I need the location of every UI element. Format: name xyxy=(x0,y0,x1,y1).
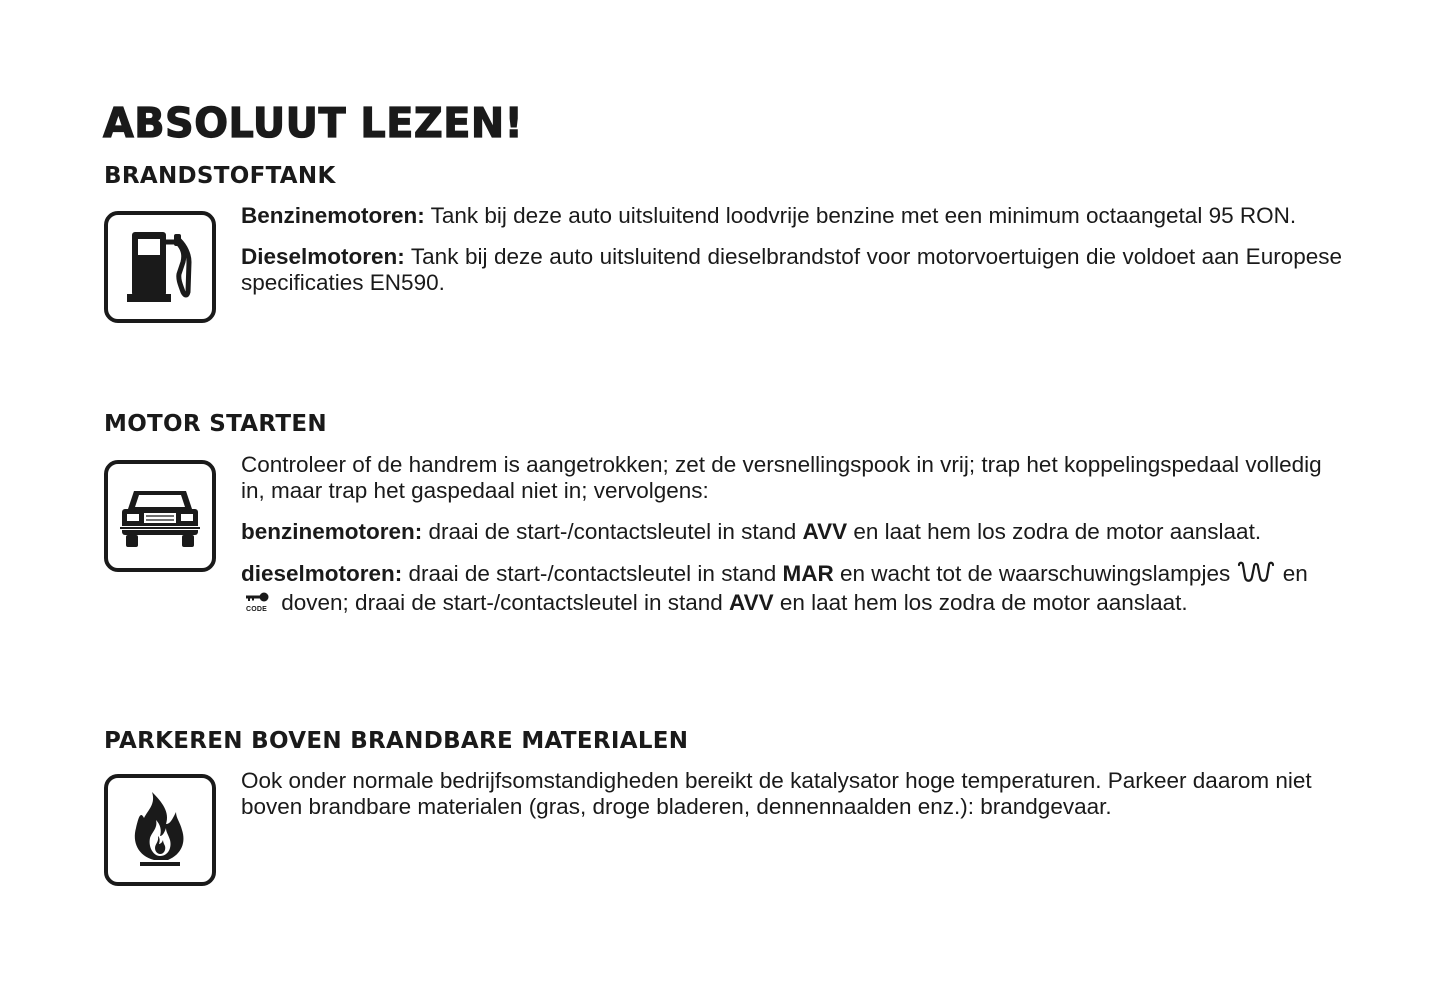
start-text-block xyxy=(241,452,1342,631)
start-intro-paragraph: Controleer of de handrem is aangetrokken; zet de versnellingspook in vrij; trap het koppelingspedaal volledig in, maar trap het gaspedaal niet in; vervolgens: xyxy=(241,452,1322,503)
diesel-lead: Dieselmotoren: xyxy=(241,244,405,269)
diesel-start-text-1: draai de start-/contactsleutel in stand xyxy=(402,560,783,586)
petrol-fuel-paragraph xyxy=(241,203,1342,229)
key-code-label: CODE xyxy=(246,606,268,613)
diesel-start-lead: dieselmotoren: xyxy=(241,560,403,586)
car-front-icon xyxy=(104,460,216,572)
section-heading-brandstoftank: BRANDSTOFTANK xyxy=(104,163,336,189)
position-mar: MAR xyxy=(782,560,834,586)
diesel-start-text-4: doven; draai de start-/contactsleutel in stand xyxy=(275,590,730,615)
diesel-fuel-paragraph xyxy=(241,244,1342,296)
position-avv: AVV xyxy=(802,519,848,544)
parking-paragraph: Ook onder normale bedrijfsomstandigheden bereikt de katalysator hoge temperaturen. Parkeer daarom niet boven brandbare materialen (gras, droge bladeren, dennennaalden enz.): brandgevaar. xyxy=(241,768,1312,819)
key-code-icon xyxy=(243,592,273,616)
petrol-lead: Benzinemotoren: xyxy=(241,203,425,228)
petrol-fuel-text: Tank bij deze auto uitsluitend loodvrije benzine met een minimum octaangetal 95 RON. xyxy=(424,203,1297,228)
petrol-start-text-end: en laat hem los zodra de motor aanslaat. xyxy=(847,519,1262,544)
fire-icon xyxy=(104,774,216,886)
petrol-start-lead: benzinemotoren: xyxy=(241,519,423,544)
parking-text-block xyxy=(241,768,1342,835)
position-avv-diesel: AVV xyxy=(729,590,774,615)
page-title: ABSOLUUT LEZEN! xyxy=(103,99,524,147)
glow-plug-icon xyxy=(1236,560,1276,590)
petrol-start-paragraph xyxy=(241,519,1342,545)
diesel-start-text-2: en wacht tot de waarschuwingslampjes xyxy=(833,560,1237,586)
fuel-pump-icon xyxy=(104,211,216,323)
diesel-start-paragraph xyxy=(241,560,1342,616)
section-heading-parkeren: PARKEREN BOVEN BRANDBARE MATERIALEN xyxy=(104,728,689,754)
fuel-text-block xyxy=(241,203,1342,311)
diesel-start-text-3: en xyxy=(1276,560,1308,586)
section-heading-motor-starten: MOTOR STARTEN xyxy=(104,411,327,437)
petrol-start-text: draai de start-/contactsleutel in stand xyxy=(422,519,803,544)
diesel-start-text-5: en laat hem los zodra de motor aanslaat. xyxy=(773,590,1188,615)
diesel-fuel-text: Tank bij deze auto uitsluitend dieselbrandstof voor motorvoertuigen die voldoet aan Europese specificaties EN590. xyxy=(241,244,1342,295)
